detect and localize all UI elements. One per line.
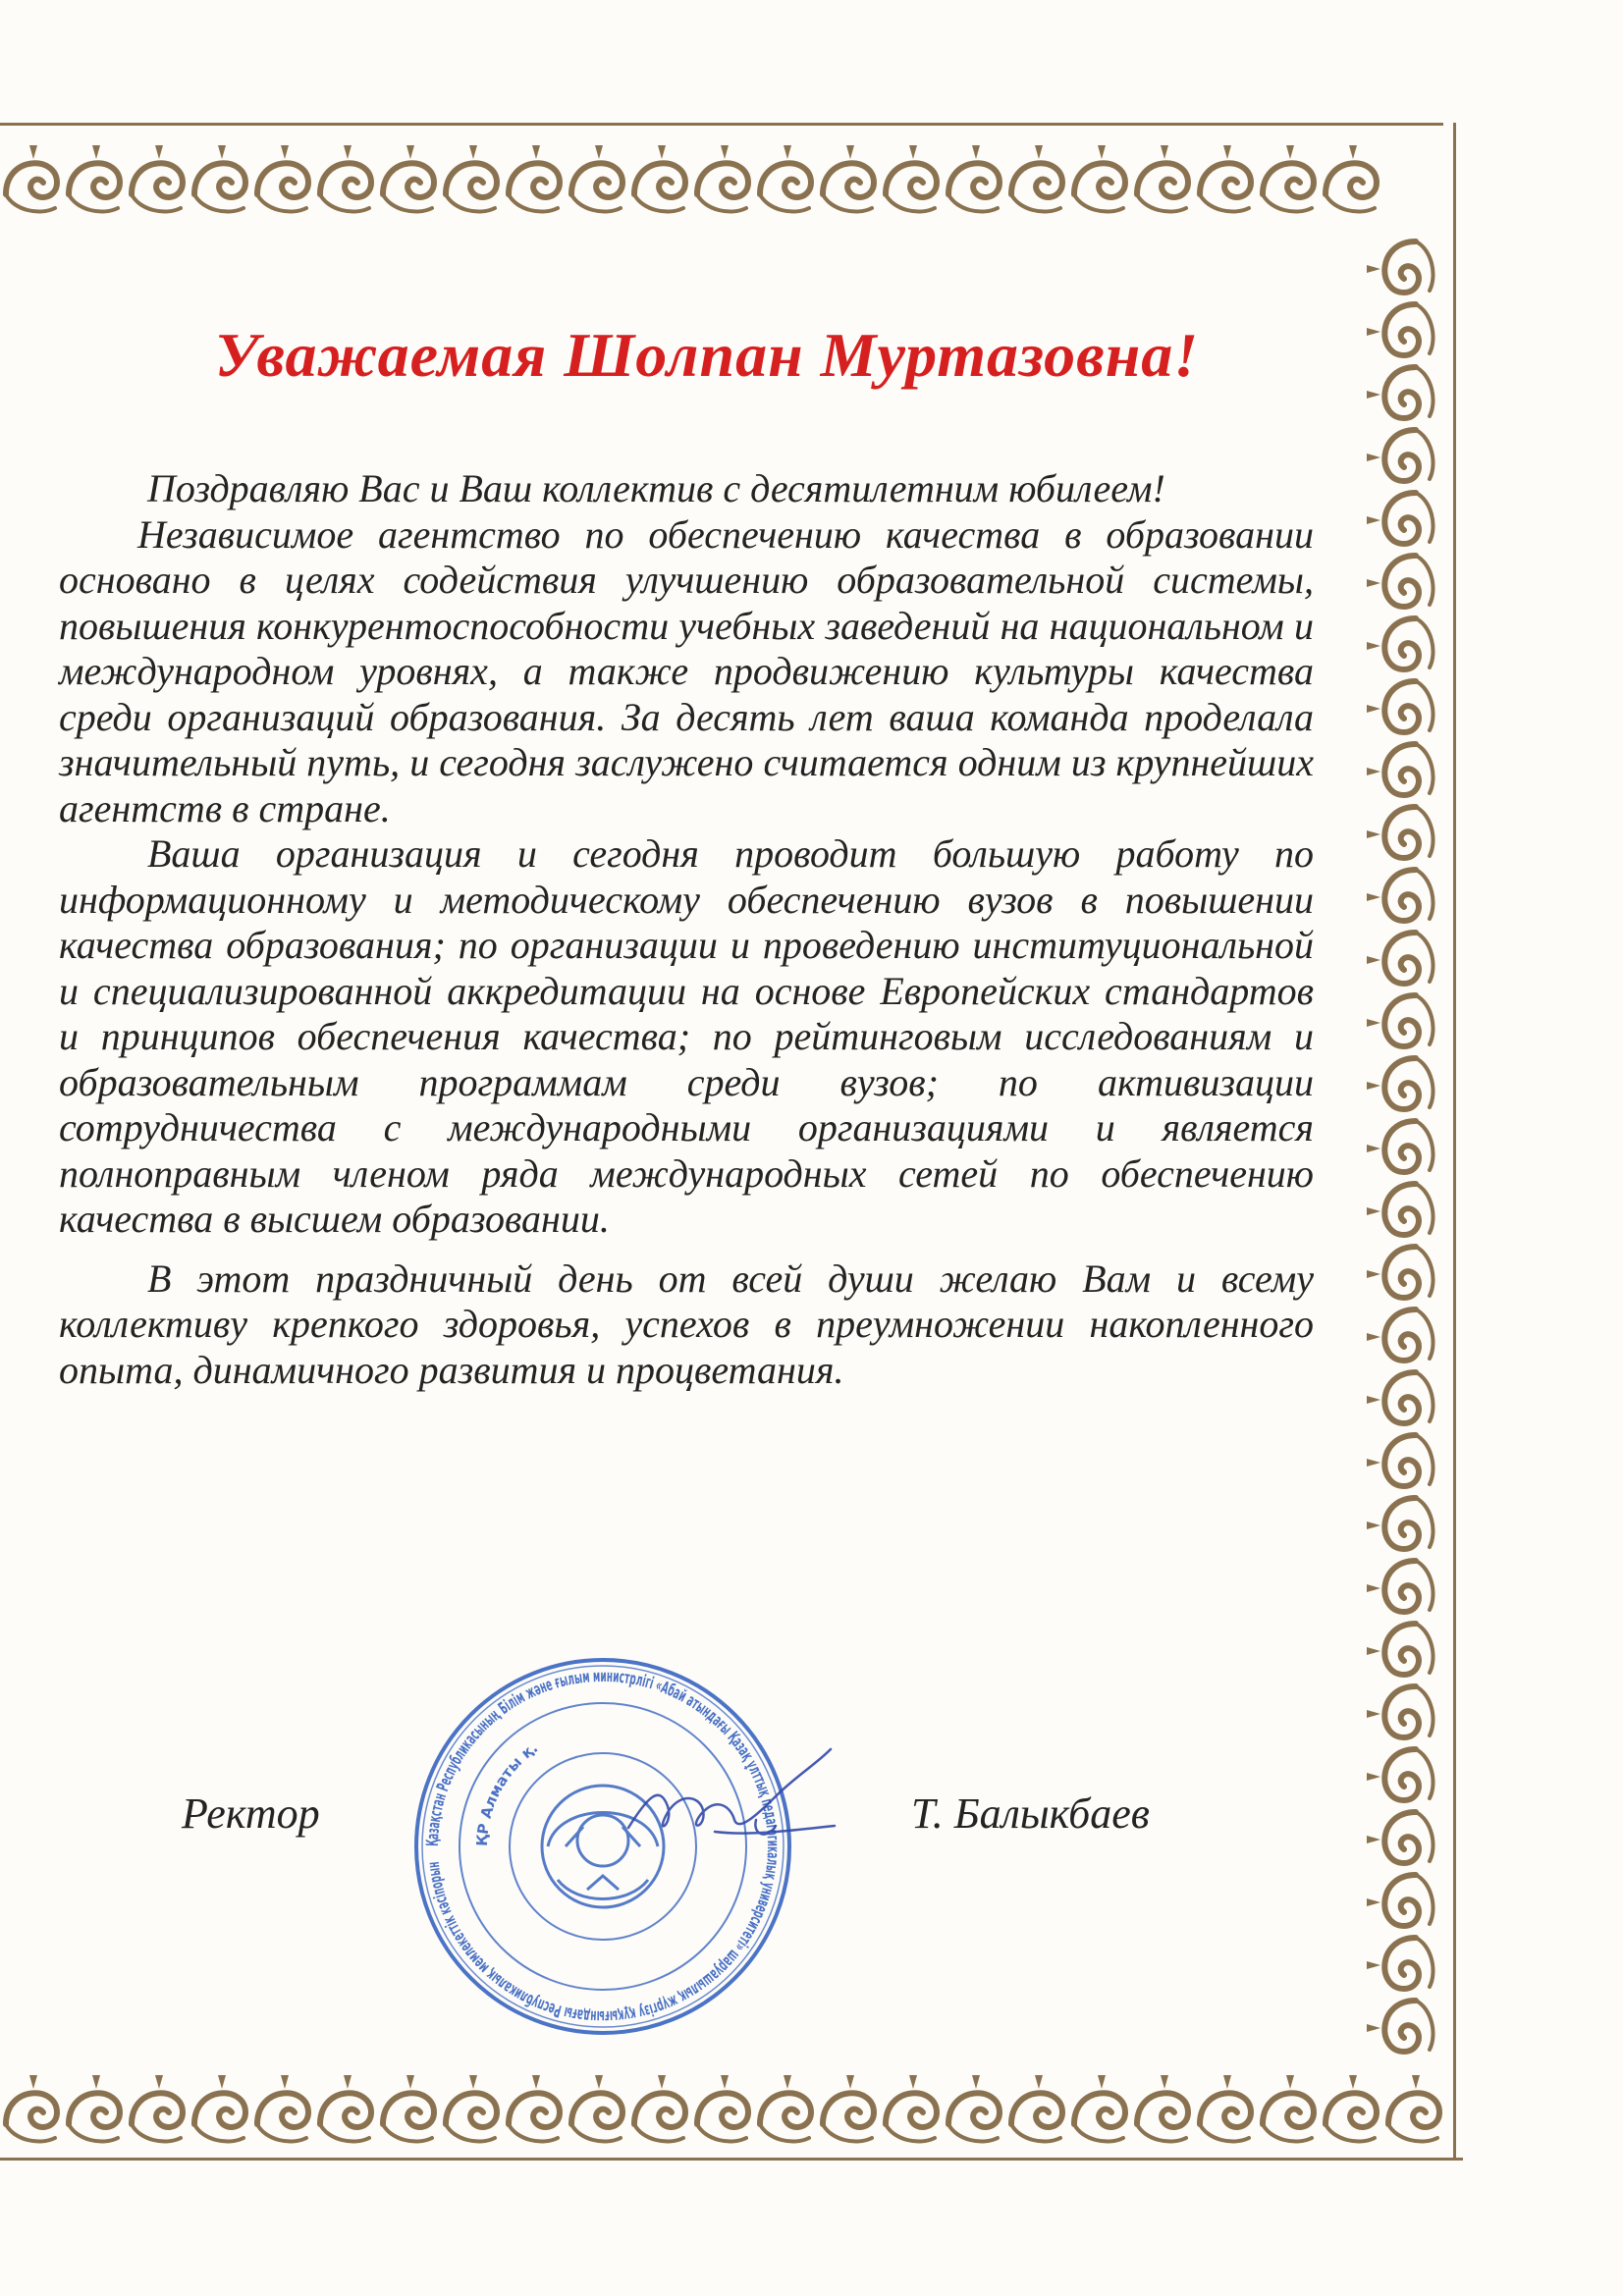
paragraph-greeting: Поздравляю Вас и Ваш коллектив с десятилетним юбилеем! [147, 466, 1165, 510]
ornament-border-bottom [0, 2052, 1473, 2160]
signatory-role: Ректор [182, 1789, 320, 1838]
ornament-column-right [1367, 241, 1434, 2052]
ornament-border-right [1347, 147, 1455, 2160]
signatory-name: Т. Балыкбаев [911, 1789, 1150, 1838]
paragraph-agency: Независимое агентство по обеспечению качества в образовании основано в целях содействия улучшению образовательной системы, повышения конкурентоспособности учебных заведений на национальном и международном уровнях, а также продвижению культуры качества среди организаций образования. За десять лет ваша команда проделала значительный путь, и сегодня заслужено считается одним из крупнейших агентств в стране. [59, 511, 1314, 830]
seal-outer-ring-text: Қазақстан Республикасының Білім және ғылым министрлігі «Абай атындағы Қазақ ұлттық педагогикалық университеті» шаруашылық жүргізу құқығындағы Республикалық мемлекеттік кәсіпорын [422, 1666, 784, 2027]
letter-body [59, 466, 1314, 1393]
ornament-border-top [0, 126, 1473, 234]
svg-text:ҚР Алматы қ. [473, 1738, 541, 1846]
paragraph-work: Ваша организация и сегодня проводит большую работу по информационному и методическому обеспечению вузов в повышении качества образования; по организации и проведению институциональной и специализированной аккредитации на основе Европейских стандартов и принципов обеспечения качества; по рейтинговым исследованиям и образовательным программам среди вузов; по активизации сотрудничества с международными организациями и является полноправным членом ряда международных сетей по обеспечению качества в высшем образовании. [59, 831, 1314, 1241]
salutation-heading: Уважаемая Шолпан Муртазовна! [214, 320, 1200, 390]
rector-signature [609, 1737, 854, 1885]
paragraph-wishes: В этот праздничный день от всей души желаю Вам и всему коллективу крепкого здоровья, успехов в преумножении накопленного опыта, динамичного развития и процветания. [59, 1255, 1314, 1392]
seal-inner-text: ҚР Алматы қ. [472, 1738, 542, 1847]
ornament-row-top [6, 145, 1377, 212]
ornament-row-bottom [6, 2075, 1439, 2142]
